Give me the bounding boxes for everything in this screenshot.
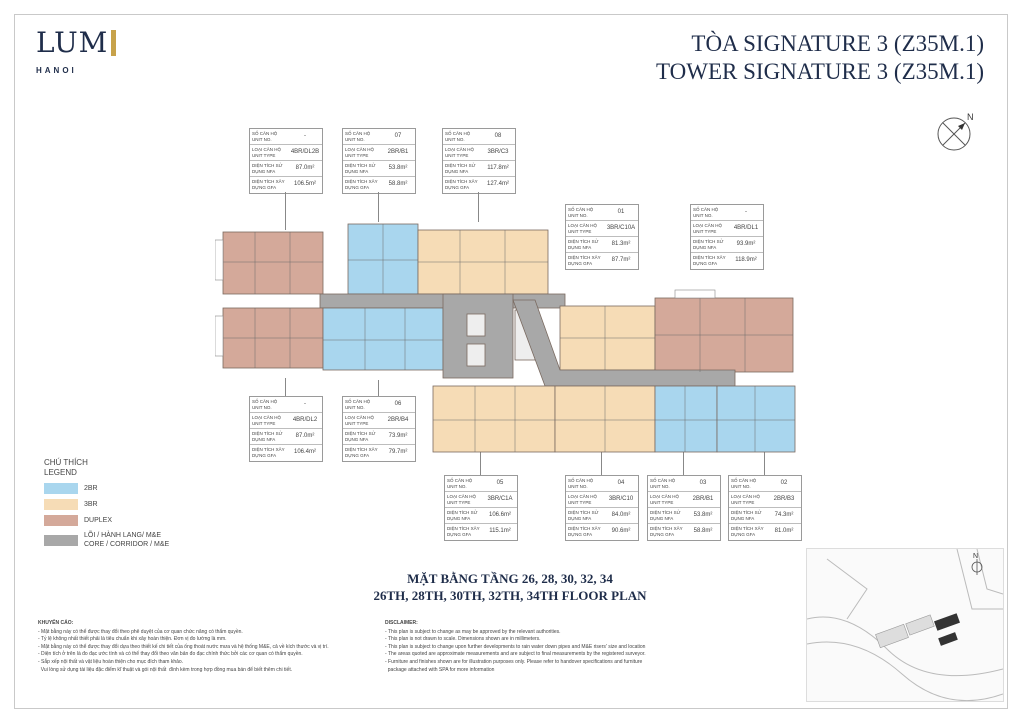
unit-card-field-value: - [304,400,306,407]
unit-card-field-value: 106.6m² [488,511,511,518]
unit-card-field-value: 3BR/C1A [487,495,513,502]
legend-title-en: LEGEND [44,468,77,477]
unit-card-field-value: 84.0m² [611,511,631,518]
unit-card-field-value: 4BR/DL2 [292,416,318,423]
unit-card-field-value: 87.7m² [611,256,631,263]
legend-swatch [44,499,78,510]
unit-card-field-value: 07 [394,132,402,139]
unit-card-field-value: 93.9m² [736,240,756,247]
note-line: package attached with SPA for more information [385,666,495,673]
unit-card-field-label: DIỆN TÍCH XÂY DỰNG GFA [252,179,285,190]
north-compass-icon [934,110,978,154]
unit-card-field-label: DIỆN TÍCH SỬ DỤNG NFA [252,431,283,442]
unit-card-field-value: 4BR/DL2B [290,148,320,155]
unit-card-field-value: 3BR/C3 [487,148,509,155]
legend-label [84,516,112,525]
legend-swatch [44,535,78,546]
note-line: - Diện tích ở trên là đo đạc ước tính và có thể thay đổi theo văn bản đo đạc chính thức bởi các cơ quan có thẩm quyền. [38,651,303,658]
note-line: - Mặt bằng này có thể được thay đổi dựa theo thiết kế chi tiết của ống thoát nước mưa và hệ thống M&E, cả về kích thước và vị trí. [38,643,329,650]
unit-card-field-value: 2BR/B1 [387,148,409,155]
note-line: - Furniture and finishes shown are for illustration purposes only. Please refer to handover specifications and furniture [385,658,643,665]
unit-card-field-label: SỐ CĂN HỘ UNIT NO. [447,478,473,489]
note-line: - This plan is subject to change as may be approved by the relevant authorities. [385,628,561,635]
unit-card-field-label: LOẠI CĂN HỘ UNIT TYPE [445,147,475,158]
unit-2br-b1-03 [655,386,717,452]
unit-card-field-label: LOẠI CĂN HỘ UNIT TYPE [693,223,723,234]
legend-item [44,515,169,526]
unit-card-field-value: 115.1m² [489,527,511,534]
unit-card-field-value: 58.8m² [693,527,713,534]
unit-card-field-label: SỐ CĂN HỘ UNIT NO. [252,399,278,410]
note-line: - Mặt bằng này có thể được thay đổi theo phê duyệt của cơ quan chức năng có thẩm quyền. [38,628,243,635]
unit-card-field-value: 3BR/C10 [608,495,634,502]
unit-card-field-label: DIỆN TÍCH SỬ DỤNG NFA [568,510,599,521]
unit-card-field-label: DIỆN TÍCH XÂY DỰNG GFA [447,526,480,537]
legend-label [84,531,169,549]
brand-logo [36,28,116,75]
unit-card-field-value: 79.7m² [388,448,408,455]
unit-card [647,475,721,541]
tower-title-vi: TÒA SIGNATURE 3 (Z35M.1) [691,31,984,56]
unit-card-field-value: 117.8m² [487,164,509,171]
unit-card-field-value: 03 [699,479,707,486]
unit-card-field-value: 2BR/B3 [773,495,795,502]
unit-card-field-value: 08 [494,132,502,139]
unit-card-field-value: 90.6m² [611,527,631,534]
legend-label-line1: 2BR [84,485,98,492]
tower-title [656,30,984,86]
unit-card-field-label: DIỆN TÍCH XÂY DỰNG GFA [731,526,764,537]
unit-card-field-value: - [304,132,306,139]
unit-card [728,475,802,541]
unit-card-field-label: LOẠI CĂN HỘ UNIT TYPE [568,494,598,505]
notes-vi-heading: KHUYẾN CÁO: [38,620,74,626]
unit-card-field-label: DIỆN TÍCH SỬ DỤNG NFA [345,431,376,442]
unit-card-field-label: SỐ CĂN HỘ UNIT NO. [252,131,278,142]
unit-card-field-label: SỐ CĂN HỘ UNIT NO. [445,131,471,142]
legend-item [44,499,169,510]
notes-en [385,620,785,674]
unit-card-field-value: 58.8m² [388,180,408,187]
unit-card-field-label: SỐ CĂN HỘ UNIT NO. [693,207,719,218]
unit-card-leader-line [478,192,479,222]
unit-card-field-value: 02 [780,479,788,486]
unit-card-field-label: DIỆN TÍCH XÂY DỰNG GFA [650,526,683,537]
unit-card-field-label: LOẠI CĂN HỘ UNIT TYPE [252,415,282,426]
unit-card-field-label: DIỆN TÍCH SỬ DỤNG NFA [445,163,476,174]
unit-duplex-dl2b [223,232,323,294]
unit-card-field-value: 81.3m² [611,240,631,247]
note-line: - Tỷ lệ không nhất thiết phải là tiêu chuẩn khi xây hoàn thiện. Đơn vị đo lường là mm. [38,636,227,643]
legend-label-line1: DUPLEX [84,517,113,524]
legend-label-line2: CORE / CORRIDOR / M&E [84,541,170,548]
notes-vi [38,620,368,674]
tower-title-en: TOWER SIGNATURE 3 (Z35M.1) [656,59,984,84]
unit-card-field-value: 87.0m² [295,432,315,439]
unit-card-field-label: LOẠI CĂN HỘ UNIT TYPE [731,494,761,505]
unit-card-field-label: DIỆN TÍCH SỬ DỤNG NFA [731,510,762,521]
unit-card-field-label: DIỆN TÍCH XÂY DỰNG GFA [568,255,601,266]
legend-label-line1: LÕI / HÀNH LANG/ M&E [84,532,162,539]
unit-card-field-value: 73.9m² [388,432,408,439]
notes-en-heading: DISCLAIMER: [385,620,418,626]
unit-card [342,128,416,194]
legend-label-line1: 3BR [84,501,98,508]
legend-title-vi: CHÚ THÍCH [44,458,88,467]
unit-card-field-value: 106.5m² [293,180,316,187]
unit-card-field-label: LOẠI CĂN HỘ UNIT TYPE [252,147,282,158]
unit-card-field-label: LOẠI CĂN HỘ UNIT TYPE [568,223,598,234]
site-key-map [806,548,1004,702]
compass-n-label: N [967,112,974,122]
legend-swatch [44,483,78,494]
unit-card-field-label: DIỆN TÍCH SỬ DỤNG NFA [345,163,376,174]
legend-swatch [44,515,78,526]
unit-card-field-value: 01 [617,208,625,215]
unit-card-leader-line [378,192,379,222]
unit-card-field-value: 05 [496,479,504,486]
note-line: Vui lòng sử dụng tài liệu đặc điểm kĩ thuật và gói nội thất đính kèm trong hợp đồng mua bán để biết thêm chi tiết. [38,666,293,673]
unit-card-field-label: DIỆN TÍCH SỬ DỤNG NFA [252,163,283,174]
unit-card-field-value: 4BR/DL1 [733,224,759,231]
unit-card [444,475,518,541]
unit-card [442,128,516,194]
legend [44,458,169,549]
floor-plan-title-vi: MẶT BẰNG TẦNG 26, 28, 30, 32, 34 [407,571,613,586]
unit-card-field-label: DIỆN TÍCH XÂY DỰNG GFA [568,526,601,537]
unit-card-field-label: SỐ CĂN HỘ UNIT NO. [345,131,371,142]
unit-card-field-value: 106.4m² [293,448,316,455]
unit-card-field-value: 53.8m² [388,164,408,171]
note-line: - This plan is not drawn to scale. Dimensions shown are in millimeters. [385,636,541,643]
unit-card [565,475,639,541]
legend-item [44,483,169,494]
unit-card-field-value: 53.8m² [693,511,713,518]
note-line: - Sắp xếp nội thất và vật liệu hoàn thiện cho mục đích tham khảo. [38,658,184,665]
unit-card-field-label: DIỆN TÍCH SỬ DỤNG NFA [568,239,599,250]
unit-card-field-value: 2BR/B4 [387,416,409,423]
floor-plan-title [310,570,710,604]
unit-2br-b4-06 [323,308,443,370]
unit-card-field-value: 118.9m² [735,256,757,263]
unit-card-field-label: DIỆN TÍCH SỬ DỤNG NFA [650,510,681,521]
legend-label [84,500,98,509]
unit-card-field-label: DIỆN TÍCH XÂY DỰNG GFA [345,179,378,190]
unit-card-field-label: SỐ CĂN HỘ UNIT NO. [345,399,371,410]
unit-card-field-label: SỐ CĂN HỘ UNIT NO. [568,207,594,218]
unit-card-field-value: 06 [394,400,402,407]
unit-card-field-label: LOẠI CĂN HỘ UNIT TYPE [345,415,375,426]
unit-card-field-value: 04 [617,479,625,486]
unit-card-field-label: LOẠI CĂN HỘ UNIT TYPE [345,147,375,158]
floor-plan-title-en: 26TH, 28TH, 30TH, 32TH, 34TH FLOOR PLAN [373,588,647,603]
unit-card-field-label: DIỆN TÍCH XÂY DỰNG GFA [252,447,285,458]
legend-label [84,484,98,493]
legend-item [44,531,169,549]
unit-3br-c1a-05 [433,386,555,452]
unit-card-field-value: 2BR/B1 [692,495,714,502]
unit-card-field-value: 127.4m² [486,180,509,187]
logo-wordmark: LUM [36,26,109,59]
unit-2br-b3-02 [717,386,795,452]
note-line: - This plan is subject to change upon further developments to rain water down pipes and M&E risers' size and location [385,643,646,650]
unit-card-field-value: 81.0m² [774,527,794,534]
keymap-n-label: N [973,553,979,560]
unit-card-field-label: DIỆN TÍCH SỬ DỤNG NFA [693,239,724,250]
unit-card-field-value: 87.0m² [295,164,315,171]
unit-card-field-label: DIỆN TÍCH SỬ DỤNG NFA [447,510,478,521]
unit-card-field-value: 3BR/C10A [606,224,636,231]
unit-card-field-value: - [745,208,747,215]
unit-card-field-label: DIỆN TÍCH XÂY DỰNG GFA [445,179,478,190]
unit-card-field-value: 74.3m² [774,511,794,518]
unit-card-field-label: DIỆN TÍCH XÂY DỰNG GFA [693,255,726,266]
unit-card-field-label: SỐ CĂN HỘ UNIT NO. [568,478,594,489]
unit-card-field-label: SỐ CĂN HỘ UNIT NO. [731,478,757,489]
note-line: - The areas quoted are approximate measurements and are subject to final measurements by the registered surveyor. [385,651,646,658]
floor-plan [215,220,805,460]
logo-subtitle: HANOI [36,66,77,75]
unit-card [249,128,323,194]
unit-card-field-label: SỐ CĂN HỘ UNIT NO. [650,478,676,489]
unit-card-field-label: LOẠI CĂN HỘ UNIT TYPE [650,494,680,505]
unit-card-field-label: DIỆN TÍCH XÂY DỰNG GFA [345,447,378,458]
unit-card-field-label: LOẠI CĂN HỘ UNIT TYPE [447,494,477,505]
logo-gold-bar [111,30,116,56]
